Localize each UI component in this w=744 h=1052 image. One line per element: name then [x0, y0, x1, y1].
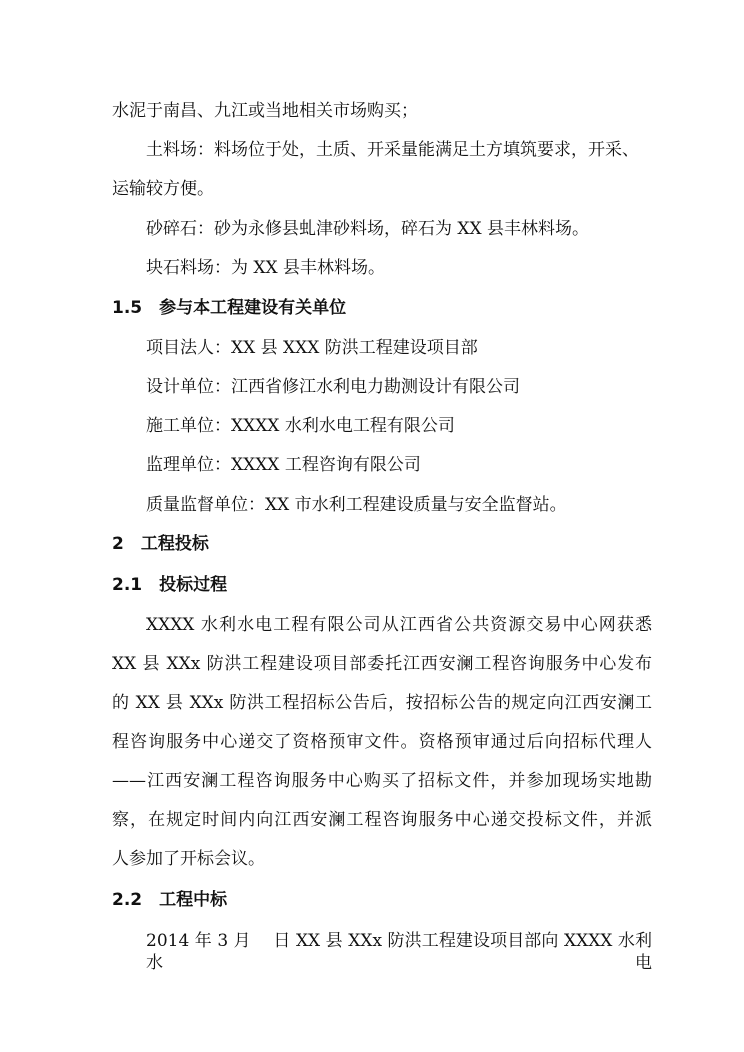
bid-line-7: 人参加了开标会议。: [112, 849, 265, 869]
paragraph-sand-gravel: 砂碎石：砂为永修县虬津砂料场，碎石为 XX 县丰林料场。: [146, 219, 590, 239]
bid-line-2: XX 县 XXx 防洪工程建设项目部委托江西安澜工程咨询服务中心发布: [112, 654, 652, 674]
heading-2-2: 2.2 工程中标: [112, 890, 228, 910]
unit-project-owner: 项目法人：XX 县 XXX 防洪工程建设项目部: [146, 338, 478, 358]
heading-1-5: 1.5 参与本工程建设有关单位: [112, 298, 347, 318]
bid-line-5: ——江西安澜工程咨询服务中心购买了招标文件，并参加现场实地勘: [112, 771, 652, 791]
unit-supervision: 监理单位：XXXX 工程咨询有限公司: [146, 455, 421, 475]
bid-line-6: 察，在规定时间内向江西安澜工程咨询服务中心递交投标文件，并派: [112, 810, 652, 830]
paragraph-cement: 水泥于南昌、九江或当地相关市场购买；: [112, 101, 418, 121]
paragraph-block-stone: 块石料场：为 XX 县丰林料场。: [146, 258, 386, 278]
unit-design: 设计单位：江西省修江水利电力勘测设计有限公司: [146, 377, 520, 397]
paragraph-soil-line1: 土料场：料场位于处，土质、开采量能满足土方填筑要求，开采、: [146, 140, 639, 160]
heading-2-1: 2.1 投标过程: [112, 575, 228, 595]
award-line-1: 2014 年 3 月 日 XX 县 XXx 防洪工程建设项目部向 XXXX 水利水电: [146, 931, 652, 973]
paragraph-soil-line2: 运输较方便。: [112, 179, 214, 199]
bid-line-4: 程咨询服务中心递交了资格预审文件。资格预审通过后向招标代理人: [112, 732, 652, 752]
unit-construction: 施工单位：XXXX 水利水电工程有限公司: [146, 416, 455, 436]
heading-2: 2 工程投标: [112, 534, 209, 554]
bid-line-1: XXXX 水利水电工程有限公司从江西省公共资源交易中心网获悉: [146, 615, 652, 635]
bid-line-3: 的 XX 县 XXx 防洪工程招标公告后，按招标公告的规定向江西安澜工: [112, 693, 652, 713]
unit-quality: 质量监督单位：XX 市水利工程建设质量与安全监督站。: [146, 495, 567, 515]
